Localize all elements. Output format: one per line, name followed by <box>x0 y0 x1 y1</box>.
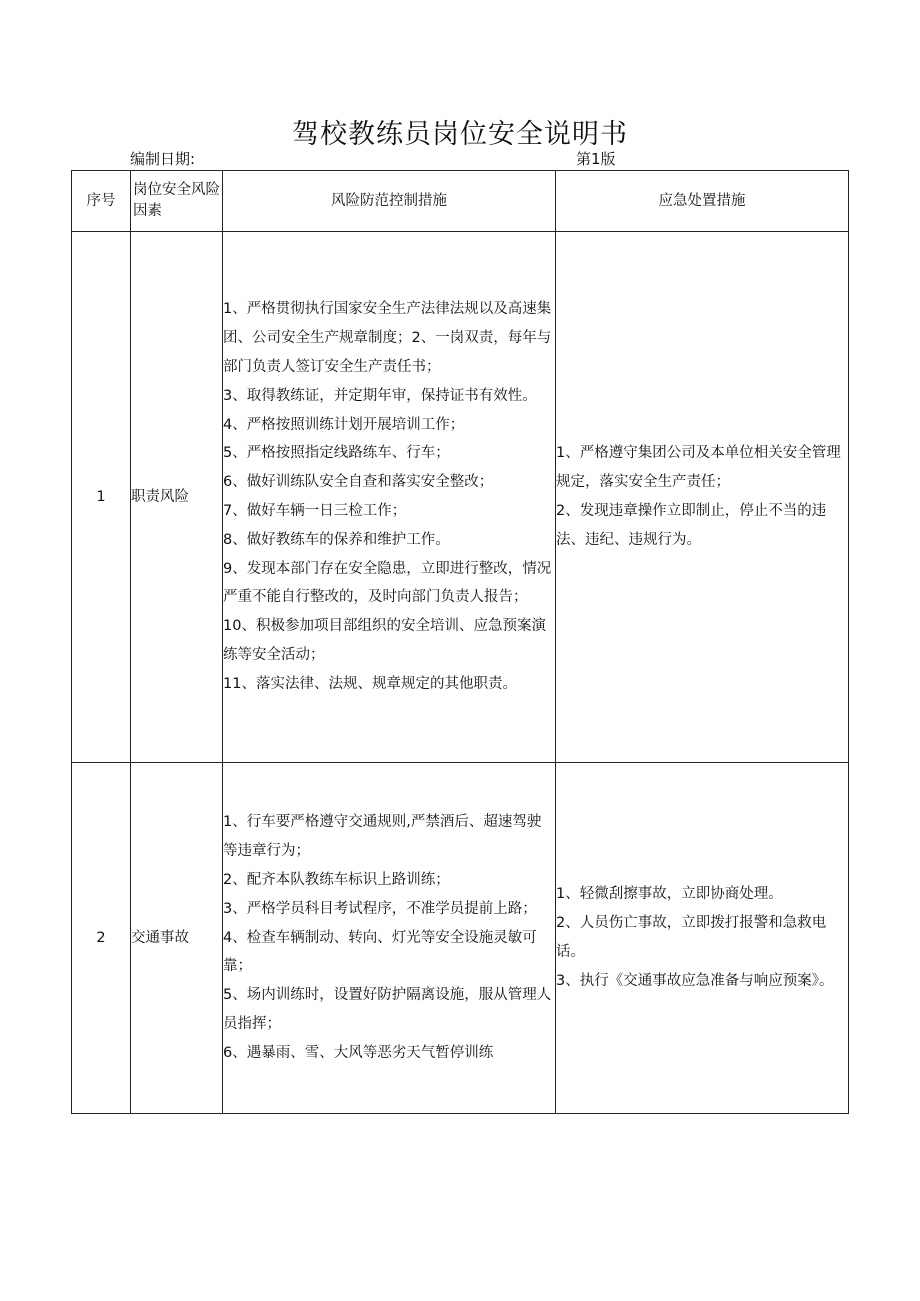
measure-item: 7、做好车辆一日三检工作； <box>223 503 407 519</box>
emergency-item: 3、执行《交通事故应急准备与响应预案》。 <box>556 972 834 989</box>
safety-table <box>71 170 849 1114</box>
table-header-row <box>72 171 849 232</box>
header-no: 序号 <box>72 171 131 232</box>
measure-item: 8、做好教练车的保养和维护工作。 <box>223 531 450 548</box>
row-number: 2 <box>72 763 131 1114</box>
prevention-measures <box>223 763 556 1114</box>
emergency-item: 1、严格遵守集团公司及本单位相关安全管理规定，落实安全生产责任； <box>556 445 841 491</box>
measure-item: 4、检查车辆制动、转向、灯光等安全设施灵敏可靠； <box>223 929 537 975</box>
prevention-measures <box>223 232 556 763</box>
measure-item: 9、发现本部门存在安全隐患，立即进行整改，情况严重不能自行整改的，及时向部门负责人报告； <box>223 560 552 606</box>
header-prevention: 风险防范控制措施 <box>223 171 556 232</box>
emergency-measures <box>556 232 849 763</box>
document-title: 驾校教练员岗位安全说明书 <box>292 119 628 150</box>
measure-item: 1、严格贯彻执行国家安全生产法律法规以及高速集团、公司安全生产规章制度；2、一岗双责，每年与部门负责人签订安全生产责任书； <box>223 301 552 376</box>
measure-item: 10、积极参加项目部组织的安全培训、应急预案演练等安全活动； <box>223 618 546 663</box>
measure-item: 6、遇暴雨、雪、大风等恶劣天气暂停训练 <box>223 1044 494 1061</box>
measure-item: 5、场内训练时，设置好防护隔离设施，服从管理人员指挥； <box>223 987 552 1032</box>
measure-item: 6、做好训练队安全自查和落实安全整改； <box>223 474 494 491</box>
risk-factor: 职责风险 <box>131 232 223 763</box>
measure-item: 4、严格按照训练计划开展培训工作； <box>223 416 465 433</box>
measure-item: 11、落实法律、法规、规章规定的其他职责。 <box>223 675 517 692</box>
measure-item: 3、取得教练证，并定期年审，保持证书有效性。 <box>223 387 537 404</box>
table-row <box>72 763 849 1114</box>
emergency-item: 1、轻微刮擦事故，立即协商处理。 <box>556 886 783 903</box>
measure-item: 5、严格按照指定线路练车、行车； <box>223 445 450 462</box>
emergency-measures <box>556 763 849 1114</box>
measure-item: 2、配齐本队教练车标识上路训练； <box>223 872 450 888</box>
table-row <box>72 232 849 763</box>
emergency-item: 2、人员伤亡事故，立即拨打报警和急救电话。 <box>556 915 827 960</box>
emergency-item: 2、发现违章操作立即制止，停止不当的违法、违纪、违规行为。 <box>556 503 827 548</box>
header-risk-factor: 岗位安全风险因素 <box>131 171 223 232</box>
header-emergency: 应急处置措施 <box>556 171 849 232</box>
version-label: 第1版 <box>576 150 616 168</box>
risk-factor: 交通事故 <box>131 763 223 1114</box>
measure-item: 3、严格学员科目考试程序，不准学员提前上路； <box>223 900 537 917</box>
measure-item: 1、行车要严格遵守交通规则,严禁酒后、超速驾驶等违章行为； <box>223 814 542 860</box>
row-number: 1 <box>72 232 131 763</box>
compile-date-label: 编制日期: <box>130 150 196 168</box>
